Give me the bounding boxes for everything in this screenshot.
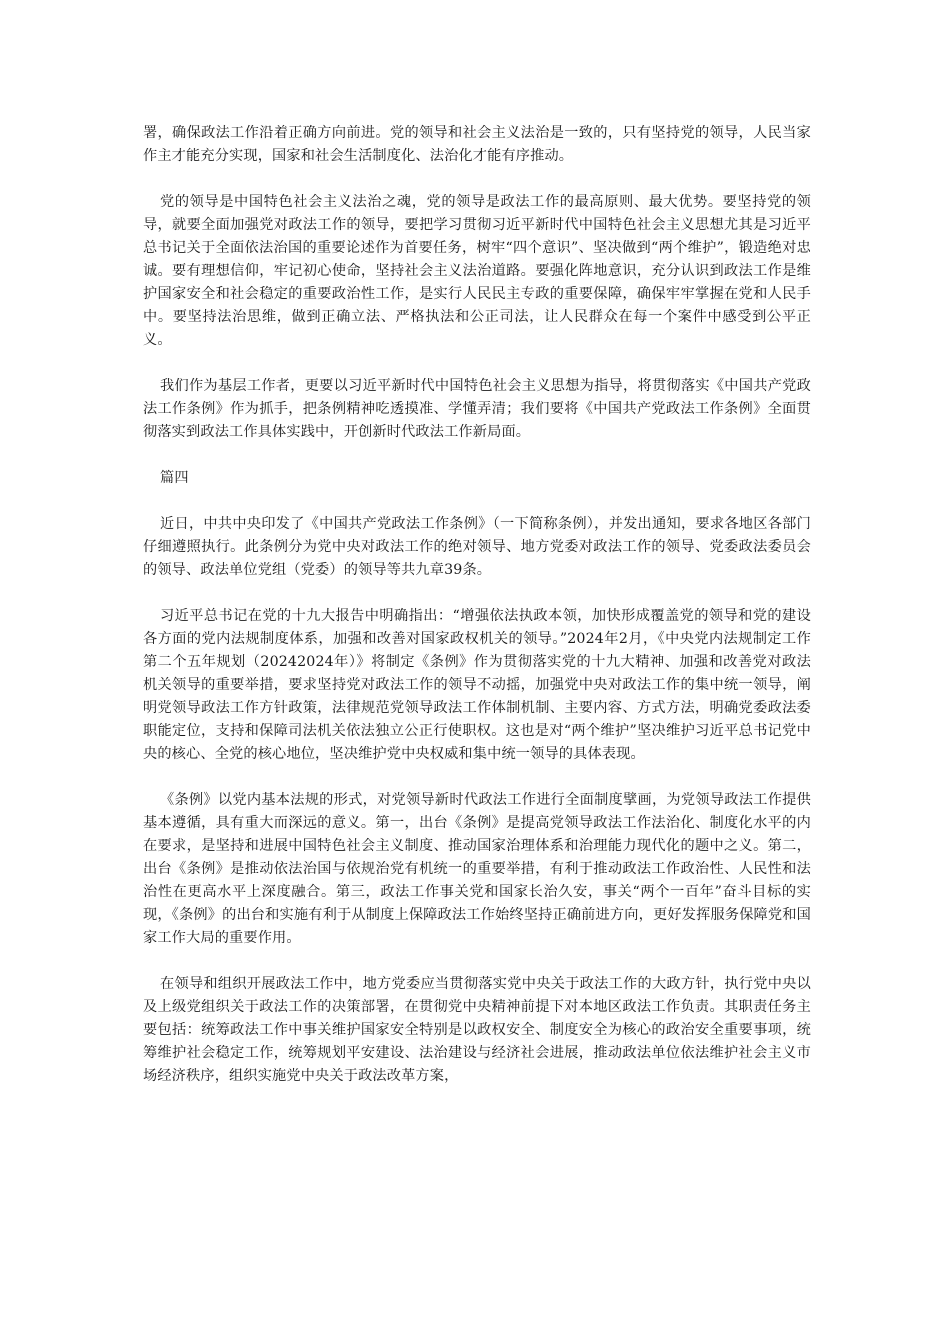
paragraph-grassroots: 我们作为基层工作者，更要以习近平新时代中国特色社会主义思想为指导，将贯彻落实《中国共产党政法工作条例》作为抓手，把条例精神吃透摸准、学懂弄清；我们要将《中国共产党政法工作条例》全面贯彻落实到政法工作具体实践中，开创新时代政法工作新局面。 [143, 378, 811, 440]
paragraph-local-committee: 在领导和组织开展政法工作中，地方党委应当贯彻落实党中央关于政法工作的大政方针，执行党中央以及上级党组织关于政法工作的决策部署，在贯彻党中央精神前提下对本地区政法工作负责。其职责任务主要包括：统筹政法工作中事关维护国家安全特别是以政权安全、制度安全为核心的政治安全重要事项，统筹维护社会稳定工作，统筹规划平安建设、法治建设与经济社会进展，推动政法单位依法维护社会主义市场经济秩序，组织实施党中央关于政法改革方案， [143, 976, 811, 1084]
paragraph-significance: 《条例》以党内基本法规的形式，对党领导新时代政法工作进行全面制度擘画，为党领导政法工作提供基本遵循，具有重大而深远的意义。第一，出台《条例》是提高党领导政法工作法治化、制度化水平的内在要求，是坚持和进展中国特色社会主义制度、推动国家治理体系和治理能力现代化的题中之义。第二，出台《条例》是推动依法治国与依规治党有机统一的重要举措，有利于推动政法工作政治性、人民性和法治性在更高水平上深度融合。第三，政法工作事关党和国家长治久安，事关“两个一百年”奋斗目标的实现，《条例》的出台和实施有利于从制度上保障政法工作始终坚持正确前进方向，更好发挥服务保障党和国家工作大局的重要作用。 [143, 792, 811, 946]
paragraph-continuation: 署，确保政法工作沿着正确方向前进。党的领导和社会主义法治是一致的，只有坚持党的领导，人民当家作主才能充分实现，国家和社会生活制度化、法治化才能有序推动。 [143, 125, 811, 164]
paragraph-nineteenth-congress: 习近平总书记在党的十九大报告中明确指出：“增强依法执政本领，加快形成覆盖党的领导和党的建设各方面的党内法规制度体系，加强和改善对国家政权机关的领导。”2024年2月，《中央党内法规制定工作第二个五年规划（20242024年）》将制定《条例》作为贯彻落实党的十九大精神、加强和改善党对政法机关领导的重要举措，要求坚持党对政法工作的领导不动摇，加强党中央对政法工作的集中统一领导，阐明党领导政法工作方针政策，法律规范党领导政法工作体制机制、主要内容、方式方法，明确党委政法委职能定位，支持和保障司法机关依法独立公正行使职权。这也是对“两个维护”坚决维护习近平总书记党中央的核心、全党的核心地位，坚决维护党中央权威和集中统一领导的具体表现。 [143, 608, 811, 762]
section-heading: 篇四 [160, 470, 189, 486]
document-body [143, 122, 811, 1111]
paragraph-regulation-issued: 近日，中共中央印发了《中国共产党政法工作条例》（一下简称条例），并发出通知，要求各地区各部门仔细遵照执行。此条例分为党中央对政法工作的绝对领导、地方党委对政法工作的领导、党委政法委员会的领导、政法单位党组（党委）的领导等共九章39条。 [143, 516, 811, 578]
paragraph-party-leadership: 党的领导是中国特色社会主义法治之魂，党的领导是政法工作的最高原则、最大优势。要坚持党的领导，就要全面加强党对政法工作的领导，要把学习贯彻习近平新时代中国特色社会主义思想尤其是习近平总书记关于全面依法治国的重要论述作为首要任务，树牢“四个意识”、坚决做到“两个维护”，锻造绝对忠诚。要有理想信仰，牢记初心使命，坚持社会主义法治道路。要强化阵地意识，充分认识到政法工作是维护国家安全和社会稳定的重要政治性工作，是实行人民民主专政的重要保障，确保牢牢掌握在党和人民手中。要坚持法治思维，做到正确立法、严格执法和公正司法，让人民群众在每一个案件中感受到公平正义。 [143, 194, 811, 348]
